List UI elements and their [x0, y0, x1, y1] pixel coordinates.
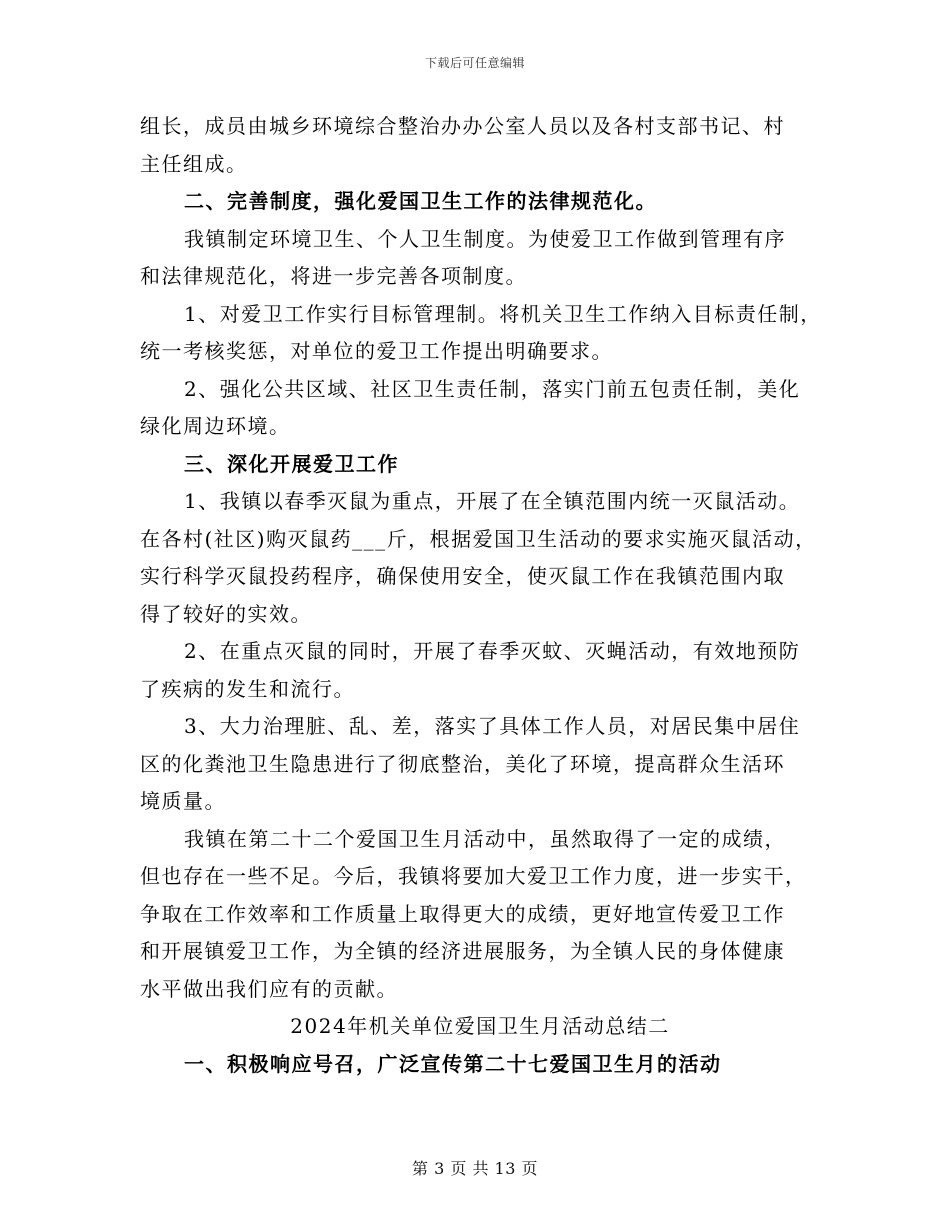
paragraph-line: 组长，成员由城乡环境综合整治办办公室人员以及各村支部书记、村	[140, 114, 785, 138]
paragraph-line: 和开展镇爱卫工作，为全镇的经济进展服务，为全镇人民的身体健康	[140, 939, 785, 963]
paragraph-line: 和法律规范化，将进一步完善各项制度。	[140, 264, 527, 288]
paragraph-line: 在各村(社区)购灭鼠药___斤，根据爱国卫生活动的要求实施灭鼠活动，	[140, 526, 817, 551]
paragraph-line: 主任组成。	[140, 151, 248, 176]
paragraph-line: 得了较好的实效。	[140, 601, 312, 626]
paragraph-line: 区的化粪池卫生隐患进行了彻底整治，美化了环境，提高群众生活环	[140, 751, 785, 776]
paragraph-line: 我镇制定环境卫生、个人卫生制度。为使爱卫工作做到管理有序	[184, 226, 786, 251]
section-heading: 二、完善制度，强化爱国卫生工作的法律规范化。	[184, 189, 657, 213]
paragraph-line: 但也存在一些不足。今后，我镇将要加大爱卫工作力度，进一步实干，	[140, 864, 807, 888]
document-subtitle: 2024年机关单位爱国卫生月活动总结二	[290, 1014, 670, 1038]
paragraph-line: 2、在重点灭鼠的同时，开展了春季灭蚊、灭蝇活动，有效地预防	[184, 639, 801, 663]
paragraph-line: 绿化周边环境。	[140, 414, 291, 438]
section-heading: 三、深化开展爱卫工作	[184, 451, 399, 476]
paragraph-line: 统一考核奖惩，对单位的爱卫工作提出明确要求。	[140, 339, 613, 363]
paragraph-line: 境质量。	[140, 789, 226, 813]
paragraph-line: 1、对爱卫工作实行目标管理制。将机关卫生工作纳入目标责任制，	[184, 301, 822, 326]
paragraph-line: 实行科学灭鼠投药程序，确保使用安全，使灭鼠工作在我镇范围内取	[140, 564, 785, 588]
paragraph-line: 水平做出我们应有的贡献。	[140, 976, 398, 1001]
header-note: 下载后可任意编辑	[424, 56, 525, 70]
paragraph-line: 了疾病的发生和流行。	[140, 676, 355, 701]
paragraph-line: 我镇在第二十二个爱国卫生月活动中，虽然取得了一定的成绩，	[184, 826, 786, 851]
document-body	[140, 108, 820, 1083]
section-heading: 一、积极响应号召，广泛宣传第二十七爱国卫生月的活动	[184, 1051, 722, 1076]
paragraph-line: 2、强化公共区域、社区卫生责任制，落实门前五包责任制，美化	[184, 376, 801, 401]
page-number: 第 3 页 共 13 页	[412, 1159, 538, 1178]
paragraph-line: 争取在工作效率和工作质量上取得更大的成绩，更好地宣传爱卫工作	[140, 901, 785, 926]
paragraph-line: 3、大力治理脏、乱、差，落实了具体工作人员，对居民集中居住	[184, 714, 801, 738]
paragraph-line: 1、我镇以春季灭鼠为重点，开展了在全镇范围内统一灭鼠活动。	[184, 489, 801, 513]
